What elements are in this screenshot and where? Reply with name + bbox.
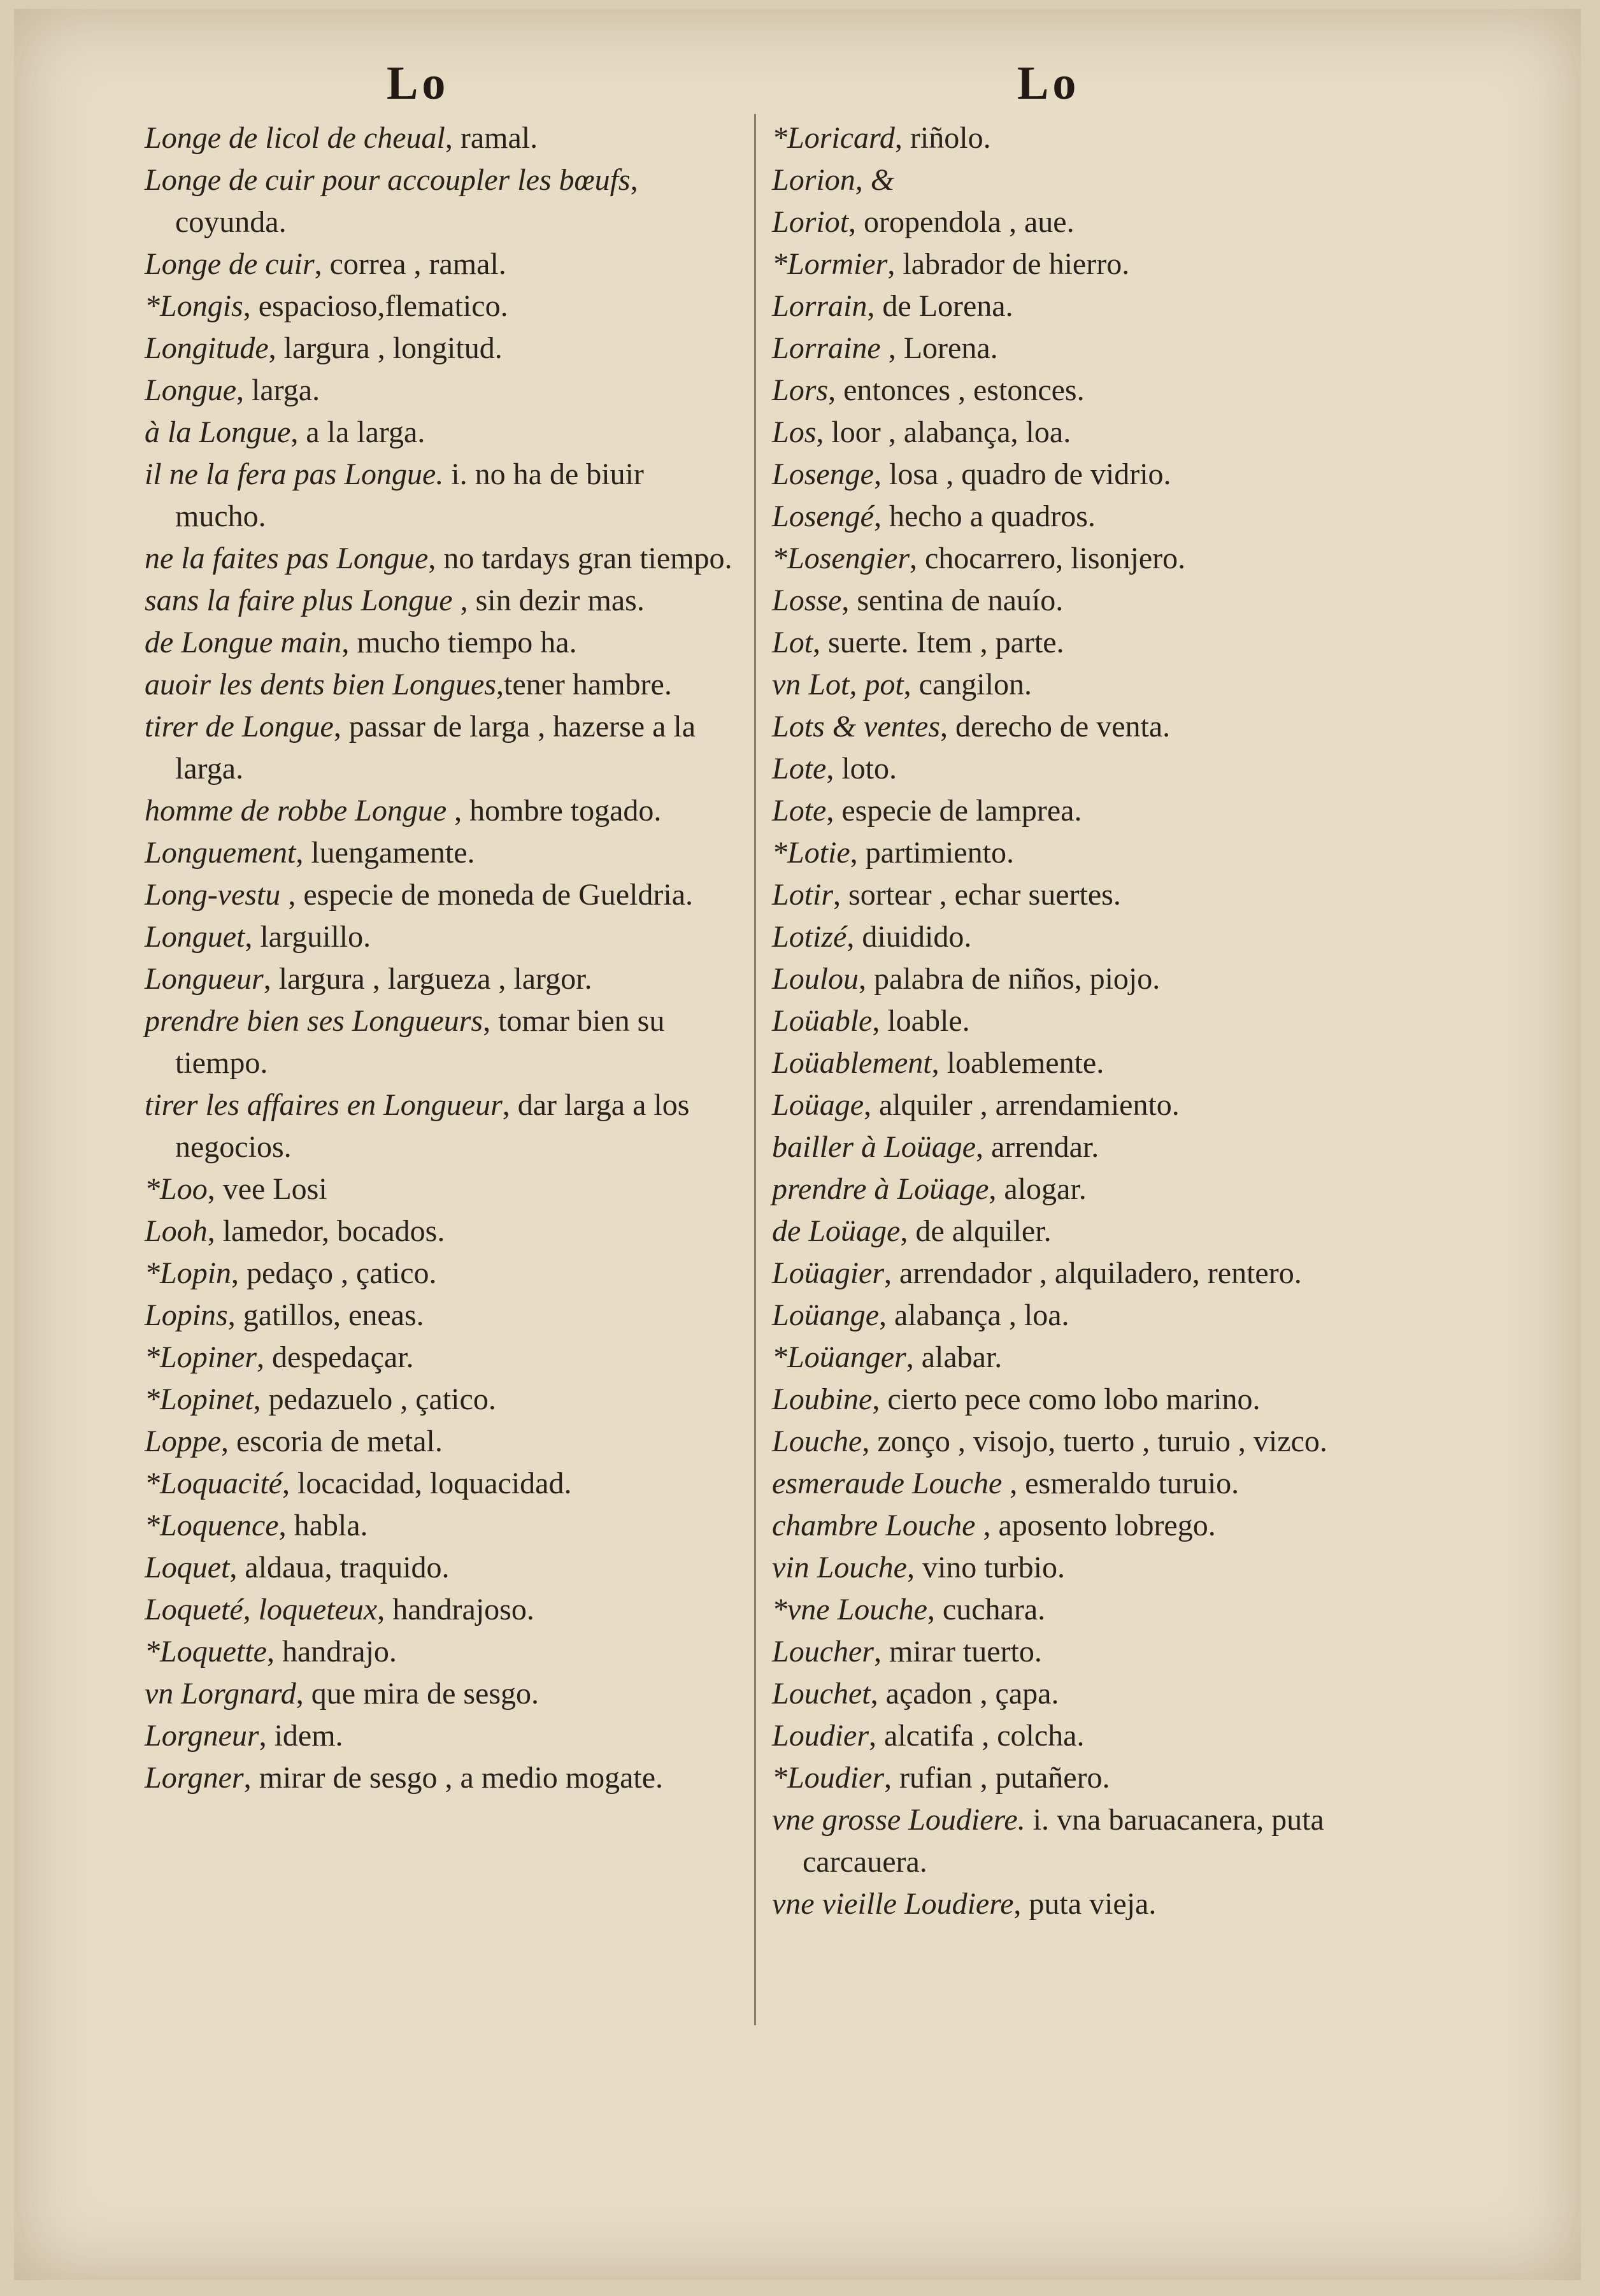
entry-headword: prendre bien ses Longueurs — [145, 1004, 483, 1038]
dictionary-entry — [145, 874, 737, 916]
entry-headword: il ne la fera pas Longue. — [145, 457, 444, 491]
entry-headword: de Loüage — [772, 1214, 901, 1248]
dictionary-entry — [145, 243, 737, 285]
dictionary-entry — [772, 874, 1409, 916]
entry-translation: , escoria de metal. — [221, 1424, 443, 1458]
entry-headword: Lote — [772, 794, 827, 828]
entry-headword: Loüage — [772, 1088, 864, 1122]
dictionary-entry — [145, 1379, 737, 1421]
entry-headword: vn Lorgnard — [145, 1677, 296, 1711]
dictionary-entry — [145, 664, 737, 706]
entry-translation: , derecho de venta. — [939, 710, 1171, 743]
dictionary-entry — [145, 1673, 737, 1715]
entry-translation: , rufian , putañero. — [884, 1761, 1110, 1795]
entry-headword: Loubine — [772, 1382, 873, 1416]
entry-headword: Lorraine — [772, 331, 881, 365]
dictionary-entry — [772, 580, 1409, 622]
entry-translation: , hombre togado. — [446, 794, 662, 828]
dictionary-entry — [145, 1547, 737, 1589]
entry-translation: , alcatifa , colcha. — [869, 1719, 1085, 1753]
entry-headword: Losenge — [772, 457, 874, 491]
entry-headword: esmeraude Louche — [772, 1467, 1003, 1500]
dictionary-entry — [772, 1042, 1409, 1084]
dictionary-entry — [145, 1000, 737, 1084]
entry-translation: , dar larga a los negocios. — [175, 1088, 690, 1164]
entry-translation: , que mira de sesgo. — [296, 1677, 539, 1711]
entry-translation: , zonço , visojo, tuerto , turuio , vizco. — [862, 1424, 1327, 1458]
entry-headword: sans la faire plus Longue — [145, 584, 453, 617]
entry-headword: Longitude — [145, 331, 269, 365]
entry-headword: homme de robbe Longue — [145, 794, 447, 828]
entry-translation: , tomar bien su tiempo. — [175, 1004, 665, 1080]
entry-headword: Lotir — [772, 878, 834, 912]
dictionary-entry — [145, 706, 737, 790]
entry-translation: , correa , ramal. — [314, 247, 506, 281]
entry-translation: , especie de moneda de Gueldria. — [280, 878, 694, 912]
entry-translation: , gatillos, eneas. — [227, 1298, 424, 1332]
dictionary-entry — [772, 370, 1409, 412]
entry-translation: , sortear , echar suertes. — [833, 878, 1121, 912]
entry-translation: , mucho tiempo ha. — [341, 626, 577, 659]
entry-translation: , pedaço , çatico. — [231, 1256, 437, 1290]
entry-headword: prendre à Loüage — [772, 1172, 989, 1206]
entry-headword: à la Longue — [145, 415, 291, 449]
dictionary-entry — [145, 1421, 737, 1463]
entry-translation: , arrendar. — [976, 1130, 1099, 1164]
entry-translation: , chocarrero, lisonjero. — [910, 542, 1186, 575]
running-head-left: Lo — [387, 57, 450, 110]
entry-translation: , especie de lamprea. — [826, 794, 1082, 828]
entry-translation: , suerte. Item , parte. — [813, 626, 1064, 659]
dictionary-entry — [145, 285, 737, 327]
entry-translation: , losa , quadro de vidrio. — [873, 457, 1171, 491]
entry-headword: Lorgneur — [145, 1719, 259, 1753]
entry-translation: , de alquiler. — [900, 1214, 1052, 1248]
dictionary-entry — [772, 706, 1409, 748]
entry-headword: vne grosse Loudiere. — [772, 1803, 1025, 1837]
entry-translation: , luengamente. — [296, 836, 475, 870]
entry-translation: , idem. — [259, 1719, 343, 1753]
dictionary-entry — [145, 538, 737, 580]
entry-translation: , cangilon. — [903, 668, 1032, 701]
dictionary-entry — [145, 1084, 737, 1168]
dictionary-entry — [145, 159, 737, 243]
entry-headword: *Loquette — [145, 1635, 267, 1668]
entry-translation: , cierto pece como lobo marino. — [872, 1382, 1261, 1416]
entry-translation: , locacidad, loquacidad. — [282, 1467, 572, 1500]
dictionary-entry — [772, 159, 1409, 201]
entry-translation: , vino turbio. — [906, 1551, 1065, 1584]
entry-translation: , alabança , loa. — [879, 1298, 1069, 1332]
entry-translation: , cuchara. — [927, 1593, 1046, 1626]
entry-headword: Loulou — [772, 962, 859, 996]
dictionary-entry — [772, 1084, 1409, 1126]
dictionary-entry — [145, 916, 737, 958]
entry-headword: Lors — [772, 373, 829, 407]
entry-translation: , lamedor, bocados. — [207, 1214, 445, 1248]
dictionary-entry — [772, 1883, 1409, 1925]
entry-translation: , diuidido. — [846, 920, 972, 954]
dictionary-entry — [145, 454, 737, 538]
entry-headword: Lorion, & — [772, 163, 895, 197]
column-divider — [754, 114, 756, 2025]
entry-translation: , habla. — [278, 1509, 368, 1542]
entry-headword: Loüablement — [772, 1046, 932, 1080]
dictionary-entry — [772, 538, 1409, 580]
dictionary-entry — [145, 580, 737, 622]
entry-translation: , larga. — [236, 373, 320, 407]
entry-headword: *Lotie — [772, 836, 850, 870]
entry-headword: Long-vestu — [145, 878, 281, 912]
entry-headword: *vne Louche — [772, 1593, 927, 1626]
entry-headword: Lopins — [145, 1298, 228, 1332]
dictionary-entry — [772, 1463, 1409, 1505]
dictionary-entry — [145, 790, 737, 832]
dictionary-entry — [145, 622, 737, 664]
entry-headword: Loucher — [772, 1635, 874, 1668]
entry-headword: *Longis — [145, 289, 243, 323]
entry-headword: de Longue main — [145, 626, 342, 659]
dictionary-entry — [145, 1210, 737, 1252]
dictionary-entry — [772, 622, 1409, 664]
entry-headword: Lotizé — [772, 920, 847, 954]
entry-headword: Loüange — [772, 1298, 879, 1332]
dictionary-entry — [772, 958, 1409, 1000]
entry-translation: , despedaçar. — [257, 1340, 414, 1374]
entry-translation: , loto. — [826, 752, 897, 786]
dictionary-entry — [772, 1337, 1409, 1379]
entry-headword: Loppe — [145, 1424, 221, 1458]
entry-translation: , palabra de niños, piojo. — [859, 962, 1161, 996]
entry-headword: Lot — [772, 626, 813, 659]
dictionary-entry — [145, 1631, 737, 1673]
entry-translation: , esmeraldo turuio. — [1002, 1467, 1239, 1500]
dictionary-entry — [145, 832, 737, 874]
entry-headword: Longue — [145, 373, 236, 407]
dictionary-entry — [145, 1295, 737, 1337]
dictionary-page — [14, 9, 1581, 2280]
dictionary-entry — [145, 1757, 737, 1799]
right-column — [772, 117, 1409, 1925]
entry-headword: *Lopinet — [145, 1382, 254, 1416]
entry-headword: vn Lot, pot — [772, 668, 904, 701]
entry-headword: *Lopin — [145, 1256, 232, 1290]
entry-translation: i. vna baruacanera, puta carcauera. — [803, 1803, 1324, 1879]
entry-headword: Lote — [772, 752, 827, 786]
entry-translation: , largura , longitud. — [268, 331, 503, 365]
dictionary-entry — [772, 117, 1409, 159]
entry-translation: , oropendola , aue. — [848, 205, 1075, 239]
entry-headword: Loriot — [772, 205, 849, 239]
entry-headword: Longuet — [145, 920, 245, 954]
entry-translation: , labrador de hierro. — [887, 247, 1130, 281]
dictionary-entry — [772, 916, 1409, 958]
entry-headword: *Losengier — [772, 542, 910, 575]
entry-headword: Longe de licol de cheual — [145, 121, 445, 155]
entry-headword: tirer de Longue — [145, 710, 334, 743]
entry-headword: Loüable — [772, 1004, 873, 1038]
entry-headword: Louchet — [772, 1677, 871, 1711]
dictionary-entry — [772, 412, 1409, 454]
left-column — [145, 117, 737, 1799]
entry-headword: *Loquence — [145, 1509, 279, 1542]
entry-headword: Lots & ventes — [772, 710, 940, 743]
dictionary-entry — [772, 1168, 1409, 1210]
entry-headword: Longueur — [145, 962, 264, 996]
entry-translation: , loor , alabança, loa. — [816, 415, 1071, 449]
dictionary-entry — [772, 1757, 1409, 1799]
dictionary-entry — [772, 1505, 1409, 1547]
dictionary-entry — [772, 1000, 1409, 1042]
entry-translation: , a la larga. — [290, 415, 425, 449]
dictionary-entry — [145, 1168, 737, 1210]
dictionary-entry — [772, 1295, 1409, 1337]
entry-headword: Loüagier — [772, 1256, 885, 1290]
entry-headword: *Loudier — [772, 1761, 885, 1795]
entry-headword: *Lormier — [772, 247, 888, 281]
dictionary-entry — [772, 1589, 1409, 1631]
dictionary-entry — [772, 790, 1409, 832]
dictionary-entry — [772, 748, 1409, 790]
dictionary-entry — [772, 454, 1409, 496]
entry-headword: chambre Louche — [772, 1509, 976, 1542]
dictionary-entry — [145, 1589, 737, 1631]
dictionary-entry — [145, 117, 737, 159]
entry-translation: , passar de larga , hazerse a la larga. — [175, 710, 696, 786]
dictionary-entry — [772, 1252, 1409, 1295]
entry-headword: Longe de cuir pour accoupler les bœufs — [145, 163, 631, 197]
entry-headword: Longuement — [145, 836, 296, 870]
dictionary-entry — [772, 285, 1409, 327]
dictionary-entry — [772, 1126, 1409, 1168]
entry-translation: , aposento lobrego. — [975, 1509, 1216, 1542]
dictionary-entry — [145, 1715, 737, 1757]
entry-translation: i. no ha de biuir mucho. — [175, 457, 644, 533]
dictionary-entry — [772, 243, 1409, 285]
entry-headword: ne la faites pas Longue — [145, 542, 429, 575]
entry-headword: *Loüanger — [772, 1340, 906, 1374]
dictionary-entry — [145, 1463, 737, 1505]
entry-translation: , alabar. — [906, 1340, 1003, 1374]
entry-translation: , aldaua, traquido. — [229, 1551, 450, 1584]
entry-translation: , handrajo. — [266, 1635, 397, 1668]
running-head-right: Lo — [1017, 57, 1080, 110]
dictionary-entry — [145, 370, 737, 412]
entry-translation: , loablemente. — [931, 1046, 1104, 1080]
entry-translation: , handrajoso. — [377, 1593, 534, 1626]
dictionary-entry — [772, 1631, 1409, 1673]
entry-headword: *Loquacité — [145, 1467, 282, 1500]
dictionary-entry — [145, 958, 737, 1000]
dictionary-entry — [772, 1547, 1409, 1589]
dictionary-entry — [772, 1799, 1409, 1883]
entry-translation: , espacioso,flematico. — [243, 289, 508, 323]
entry-translation: , entonces , estonces. — [828, 373, 1085, 407]
entry-translation: , coyunda. — [175, 163, 638, 239]
entry-headword: Loudier — [772, 1719, 869, 1753]
entry-translation: , mirar de sesgo , a medio mogate. — [243, 1761, 664, 1795]
entry-headword: bailler à Loüage — [772, 1130, 976, 1164]
entry-translation: ,tener hambre. — [496, 668, 672, 701]
dictionary-entry — [772, 496, 1409, 538]
entry-headword: auoir les dents bien Longues — [145, 668, 496, 701]
dictionary-entry — [145, 1505, 737, 1547]
entry-headword: Los — [772, 415, 817, 449]
entry-headword: *Loricard — [772, 121, 895, 155]
entry-translation: , sentina de nauío. — [841, 584, 1064, 617]
entry-translation: , riñolo. — [894, 121, 991, 155]
dictionary-entry — [772, 1210, 1409, 1252]
entry-translation: , mirar tuerto. — [873, 1635, 1042, 1668]
dictionary-entry — [772, 832, 1409, 874]
entry-headword: Lorgner — [145, 1761, 244, 1795]
dictionary-entry — [772, 1673, 1409, 1715]
entry-headword: Losengé — [772, 499, 874, 533]
entry-headword: Loquet — [145, 1551, 230, 1584]
entry-headword: Looh — [145, 1214, 208, 1248]
dictionary-entry — [772, 1715, 1409, 1757]
entry-translation: , alogar. — [989, 1172, 1087, 1206]
entry-translation: , Lorena. — [880, 331, 998, 365]
entry-translation: , hecho a quadros. — [873, 499, 1096, 533]
entry-translation: , larguillo. — [245, 920, 371, 954]
entry-translation: , ramal. — [445, 121, 538, 155]
dictionary-entry — [145, 327, 737, 370]
dictionary-entry — [772, 664, 1409, 706]
entry-headword: vin Louche — [772, 1551, 907, 1584]
entry-translation: , pedazuelo , çatico. — [253, 1382, 496, 1416]
entry-headword: *Lopiner — [145, 1340, 257, 1374]
entry-translation: , açadon , çapa. — [870, 1677, 1059, 1711]
entry-headword: vne vieille Loudiere — [772, 1887, 1014, 1921]
entry-headword: Losse — [772, 584, 842, 617]
entry-headword: Louche — [772, 1424, 862, 1458]
dictionary-entry — [145, 1337, 737, 1379]
entry-translation: , sin dezir mas. — [452, 584, 645, 617]
entry-translation: , largura , largueza , largor. — [263, 962, 592, 996]
dictionary-entry — [772, 327, 1409, 370]
entry-headword: Lorrain — [772, 289, 868, 323]
entry-headword: *Loo — [145, 1172, 208, 1206]
entry-headword: Loqueté, loqueteux — [145, 1593, 378, 1626]
entry-translation: , partimiento. — [850, 836, 1014, 870]
entry-translation: , puta vieja. — [1013, 1887, 1157, 1921]
entry-headword: tirer les affaires en Longueur — [145, 1088, 503, 1122]
entry-translation: , arrendador , alquiladero, rentero. — [884, 1256, 1302, 1290]
dictionary-entry — [772, 1421, 1409, 1463]
dictionary-entry — [145, 1252, 737, 1295]
entry-translation: , no tardays gran tiempo. — [428, 542, 732, 575]
entry-translation: , loable. — [872, 1004, 970, 1038]
entry-headword: Longe de cuir — [145, 247, 315, 281]
entry-translation: , alquiler , arrendamiento. — [864, 1088, 1180, 1122]
entry-translation: , vee Losi — [207, 1172, 327, 1206]
dictionary-entry — [772, 201, 1409, 243]
dictionary-entry — [145, 412, 737, 454]
dictionary-entry — [772, 1379, 1409, 1421]
entry-translation: , de Lorena. — [867, 289, 1013, 323]
